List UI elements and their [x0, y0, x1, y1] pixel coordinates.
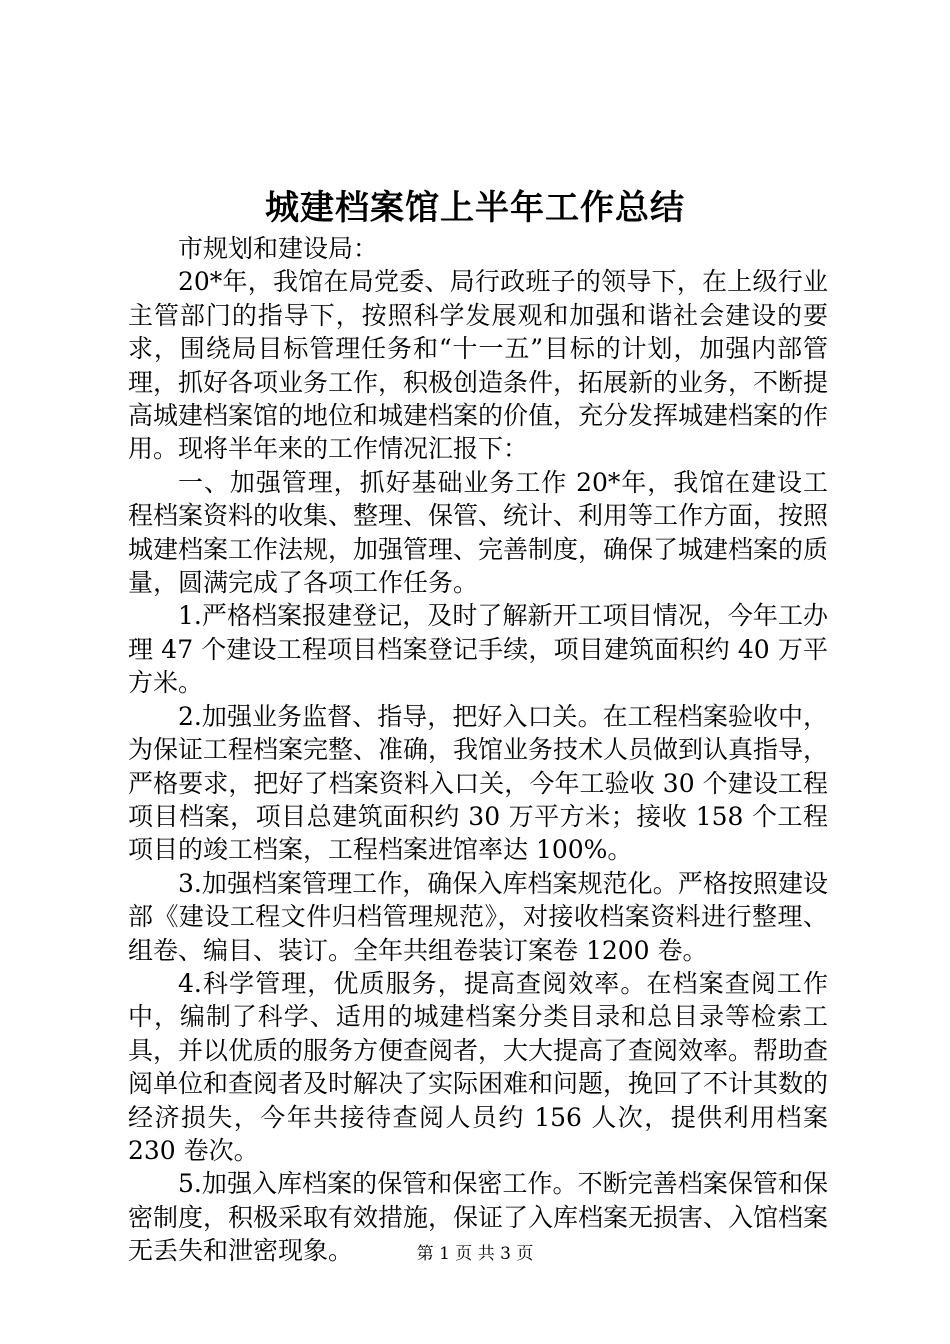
page-footer: 第 1 页 共 3 页 [416, 1244, 534, 1264]
paragraph-section-1: 一、加强管理，抓好基础业务工作 20*年，我馆在建设工程档案资料的收集、整理、保管、统计、利用等工作方面，按照城建档案工作法规，加强管理、完善制度，确保了城建档案的质量，圆满完成了各项工作任务。 [128, 467, 829, 598]
document-title: 城建档案馆上半年工作总结 [265, 188, 685, 228]
paragraph-item-5: 5.加强入库档案的保管和保密工作。不断完善档案保管和保密制度，积极采取有效措施，保证了入库档案无损害、入馆档案无丢失和泄密现象。 [128, 1169, 829, 1266]
paragraph-intro: 20*年，我馆在局党委、局行政班子的领导下，在上级行业主管部门的指导下，按照科学发展观和加强和谐社会建设的要求，围绕局目标管理任务和“十一五”目标的计划，加强内部管理，抓好各项业务工作，积极创造条件，拓展新的业务，不断提高城建档案馆的地位和城建档案的价值，充分发挥城建档案的作用。现将半年来的工作情况汇报下： [128, 267, 829, 464]
paragraph-item-1: 1.严格档案报建登记，及时了解新开工项目情况，今年工办理 47 个建设工程项目档案登记手续，项目建筑面积约 40 万平方米。 [128, 601, 828, 698]
paragraph-item-3: 3.加强档案管理工作，确保入库档案规范化。严格按照建设部《建设工程文件归档管理规范》，对接收档案资料进行整理、组卷、编目、装订。全年共组卷装订案卷 1200 卷。 [128, 868, 828, 965]
salutation: 市规划和建设局： [178, 234, 379, 263]
paragraph-item-4: 4.科学管理，优质服务，提高查阅效率。在档案查阅工作中，编制了科学、适用的城建档案分类目录和总目录等检索工具，并以优质的服务方便查阅者，大大提高了查阅效率。帮助查阅单位和查阅者及时解决了实际困难和问题，挽回了不计其数的经济损失，今年共接待查阅人员约 156 人次，提供利用档案 230 卷次。 [128, 968, 829, 1165]
document-body [128, 232, 828, 1268]
paragraph-item-2: 2.加强业务监督、指导，把好入口关。在工程档案验收中，为保证工程档案完整、准确，我馆业务技术人员做到认真指导，严格要求，把好了档案资料入口关，今年工验收 30 个建设工程项目档案，项目总建筑面积约 30 万平方米；接收 158 个工程项目的竣工档案，工程档案进馆率达 100%。 [128, 701, 829, 865]
